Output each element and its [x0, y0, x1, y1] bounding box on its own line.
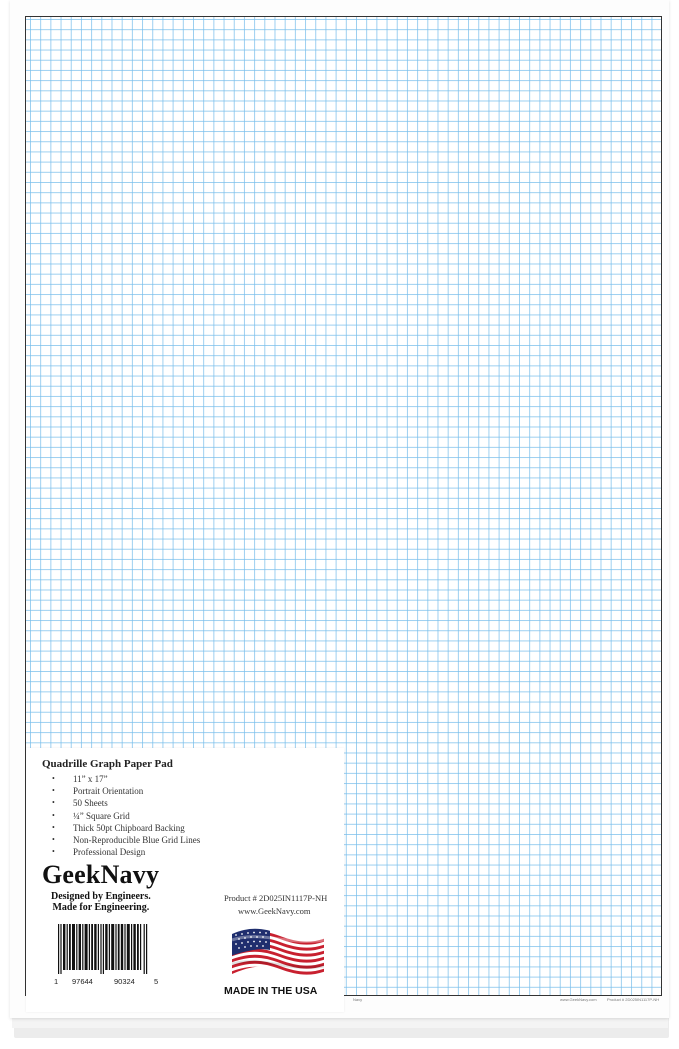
feature-item: • Non-Reproducible Blue Grid Lines [52, 834, 200, 846]
feature-item: • 11” x 17” [52, 773, 200, 785]
sheet-footer-website: www.GeekNavy.com [560, 997, 597, 1002]
feature-item: • Thick 50pt Chipboard Backing [52, 822, 200, 834]
product-website: www.GeekNavy.com [238, 906, 311, 916]
made-in-usa-text: MADE IN THE USA [224, 985, 318, 997]
brand-logo-text: GeekNavy [42, 860, 160, 889]
tagline-line-1: Designed by Engineers. [51, 891, 151, 902]
barcode-digits-left: 97644 [72, 977, 93, 986]
feature-item: • Portrait Orientation [52, 785, 200, 797]
feature-item: • 50 Sheets [52, 797, 200, 809]
feature-item: • Professional Design [52, 846, 200, 858]
barcode-icon [58, 924, 150, 974]
sheet-footer-product: Product # 2D025IN1117P-NH [607, 997, 660, 1002]
brand-tagline [51, 891, 151, 913]
us-flag-icon [230, 926, 326, 982]
tagline-line-2: Made for Engineering. [52, 902, 150, 913]
barcode-digit-first: 1 [54, 977, 59, 986]
sheet-footer-left-text: Navy [353, 997, 363, 1002]
product-number: Product # 2D025IN1117P-NH [224, 893, 328, 903]
feature-item: • ¼” Square Grid [52, 810, 200, 822]
barcode-digits-right: 90324 [114, 977, 135, 986]
product-title: Quadrille Graph Paper Pad [42, 758, 173, 770]
feature-list [52, 773, 200, 858]
product-label-card [26, 748, 344, 1012]
barcode-digit-last: 5 [154, 977, 159, 986]
